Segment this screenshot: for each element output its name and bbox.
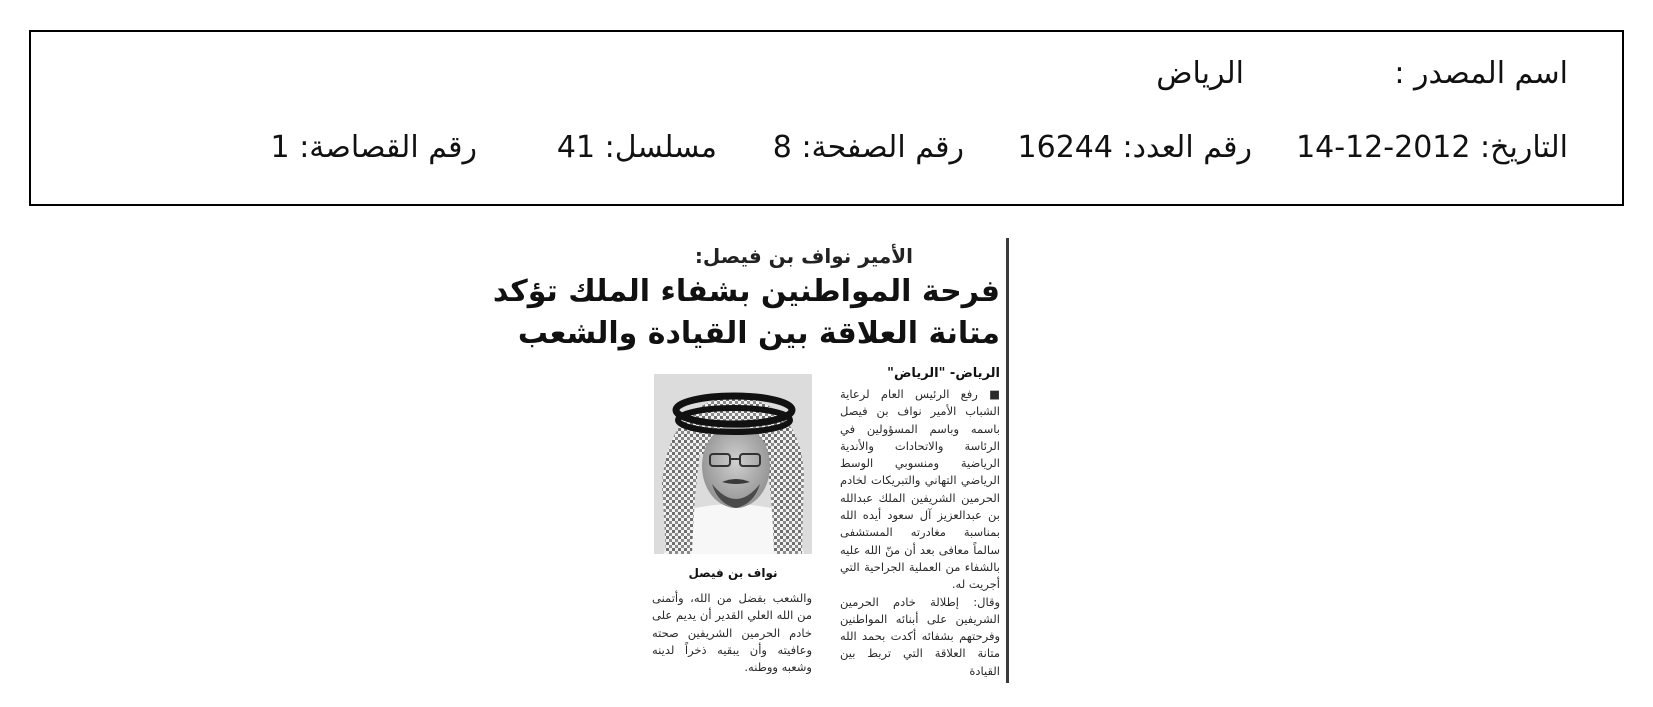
clipping-label: رقم القصاصة:	[299, 130, 477, 165]
portrait-photo	[654, 374, 812, 554]
serial-value: 41	[556, 130, 596, 165]
date-field	[1296, 128, 1568, 168]
page-label: رقم الصفحة:	[801, 130, 964, 165]
headline-line-2: متانة العلاقة بين القيادة والشعب	[517, 316, 1000, 351]
page-value: 8	[772, 130, 792, 165]
article-paragraph-2: وقال: إطلالة خادم الحرمين الشريفين على أبنائه المواطنين وفرحتهم بشفائه أكدت بحمد الله متانة العلاقة التي تربط بين القيادة	[840, 594, 1000, 678]
article-column-left	[652, 590, 812, 676]
article-kicker: الأمير نواف بن فيصل:	[694, 244, 913, 268]
issue-field	[1018, 128, 1252, 168]
article-paragraph-3: والشعب بفضل من الله، وأتمنى من الله العلي القدير أن يديم على خادم الحرمين الشريفين صحته وعافيته وأن يبقيه ذخراً لدينه وشعبه ووطنه.	[652, 591, 812, 675]
clipping-value: 1	[270, 130, 290, 165]
metadata-row-details	[31, 128, 1622, 168]
newspaper-clipping	[492, 238, 1008, 683]
article-paragraph-1: ■ رفع الرئيس العام لرعاية الشباب الأمير نواف بن فيصل باسمه وباسم المسؤولين في الرئاسة والاتحادات والأندية الرياضية ومنسوبي الوسط الرياضي التهاني والتبريكات لخادم الحرمين الشريفين الملك عبدالله بن عبدالعزيز آل سعود أيده الله بمناسبة مغادرته المستشفى سالماً معافى بعد أن منّ الله عليه بالشفاء من العملية الجراحية التي أجريت له.	[840, 387, 1000, 592]
clipping-field	[271, 128, 477, 168]
page-field	[773, 128, 964, 168]
source-value: الرياض	[1156, 56, 1244, 91]
photo-caption: نواف بن فيصل	[688, 566, 778, 580]
date-value: 2012-12-14	[1296, 130, 1471, 165]
serial-field	[557, 128, 717, 168]
metadata-box	[29, 30, 1624, 206]
metadata-row-source	[31, 54, 1622, 94]
date-label: التاريخ:	[1480, 130, 1568, 165]
column-divider	[1006, 238, 1009, 683]
article-column-right	[840, 386, 1000, 680]
headline-line-1: فرحة المواطنين بشفاء الملك تؤكد	[492, 274, 1000, 309]
article-dateline: الرياض- "الرياض"	[887, 366, 1000, 381]
serial-label: مسلسل:	[604, 130, 717, 165]
issue-label: رقم العدد:	[1122, 130, 1252, 165]
issue-value: 16244	[1017, 130, 1113, 165]
source-label: اسم المصدر :	[1394, 56, 1568, 91]
portrait-image	[654, 374, 812, 554]
